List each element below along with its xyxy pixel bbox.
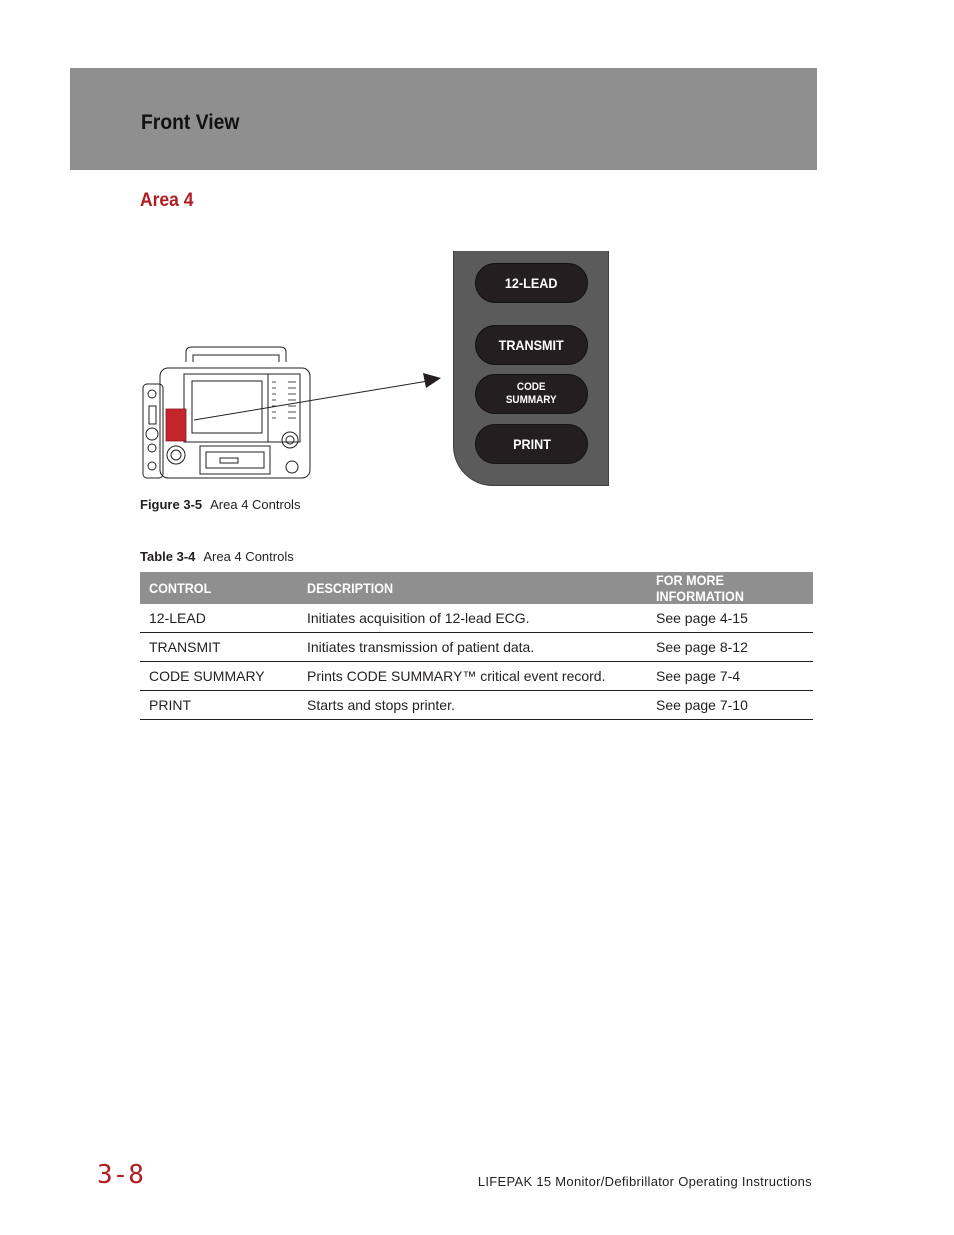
table-cell: 12-LEAD bbox=[140, 604, 298, 633]
12-lead-button[interactable]: 12-LEAD bbox=[475, 263, 588, 303]
table-number: Table 3-4 bbox=[140, 549, 196, 564]
table-header-row bbox=[140, 572, 813, 604]
footer-doc-title: LIFEPAK 15 Monitor/Defibrillator Operating Instructions bbox=[477, 1174, 812, 1189]
section-title: Area 4 bbox=[140, 190, 194, 211]
print-button[interactable]: PRINT bbox=[475, 424, 588, 464]
area-4-panel bbox=[453, 251, 609, 486]
figure-caption-text: Area 4 Controls bbox=[210, 497, 301, 512]
table-cell: See page 4-15 bbox=[647, 604, 813, 633]
selector-knob bbox=[282, 432, 298, 448]
table-cell: Prints CODE SUMMARY™ critical event record. bbox=[298, 662, 647, 691]
table-row bbox=[140, 691, 813, 720]
device-screen bbox=[192, 381, 262, 433]
table-cell: PRINT bbox=[140, 691, 298, 720]
table-cell: See page 7-10 bbox=[647, 691, 813, 720]
figure-caption bbox=[140, 497, 300, 512]
section-banner bbox=[70, 68, 817, 170]
page-number: 3-8 bbox=[97, 1160, 144, 1190]
controls-table bbox=[140, 572, 813, 720]
table-cell: See page 8-12 bbox=[647, 633, 813, 662]
device-illustration bbox=[140, 340, 315, 486]
table-cell: TRANSMIT bbox=[140, 633, 298, 662]
area-4-highlight bbox=[166, 409, 186, 441]
column-header: FOR MORE INFORMATION bbox=[647, 572, 813, 604]
figure-number: Figure 3-5 bbox=[140, 497, 203, 512]
table-row bbox=[140, 633, 813, 662]
table-cell: Starts and stops printer. bbox=[298, 691, 647, 720]
table-caption bbox=[140, 549, 294, 564]
banner-title: Front View bbox=[141, 111, 240, 134]
column-header: CONTROL bbox=[140, 572, 298, 604]
code-summary-button[interactable]: CODE SUMMARY bbox=[475, 374, 588, 414]
table-cell: Initiates transmission of patient data. bbox=[298, 633, 647, 662]
table-cell: Initiates acquisition of 12-lead ECG. bbox=[298, 604, 647, 633]
table-caption-text: Area 4 Controls bbox=[203, 549, 294, 564]
transmit-button[interactable]: TRANSMIT bbox=[475, 325, 588, 365]
table-row bbox=[140, 604, 813, 633]
table-cell: CODE SUMMARY bbox=[140, 662, 298, 691]
table-row bbox=[140, 662, 813, 691]
table-cell: See page 7-4 bbox=[647, 662, 813, 691]
column-header: DESCRIPTION bbox=[298, 572, 647, 604]
